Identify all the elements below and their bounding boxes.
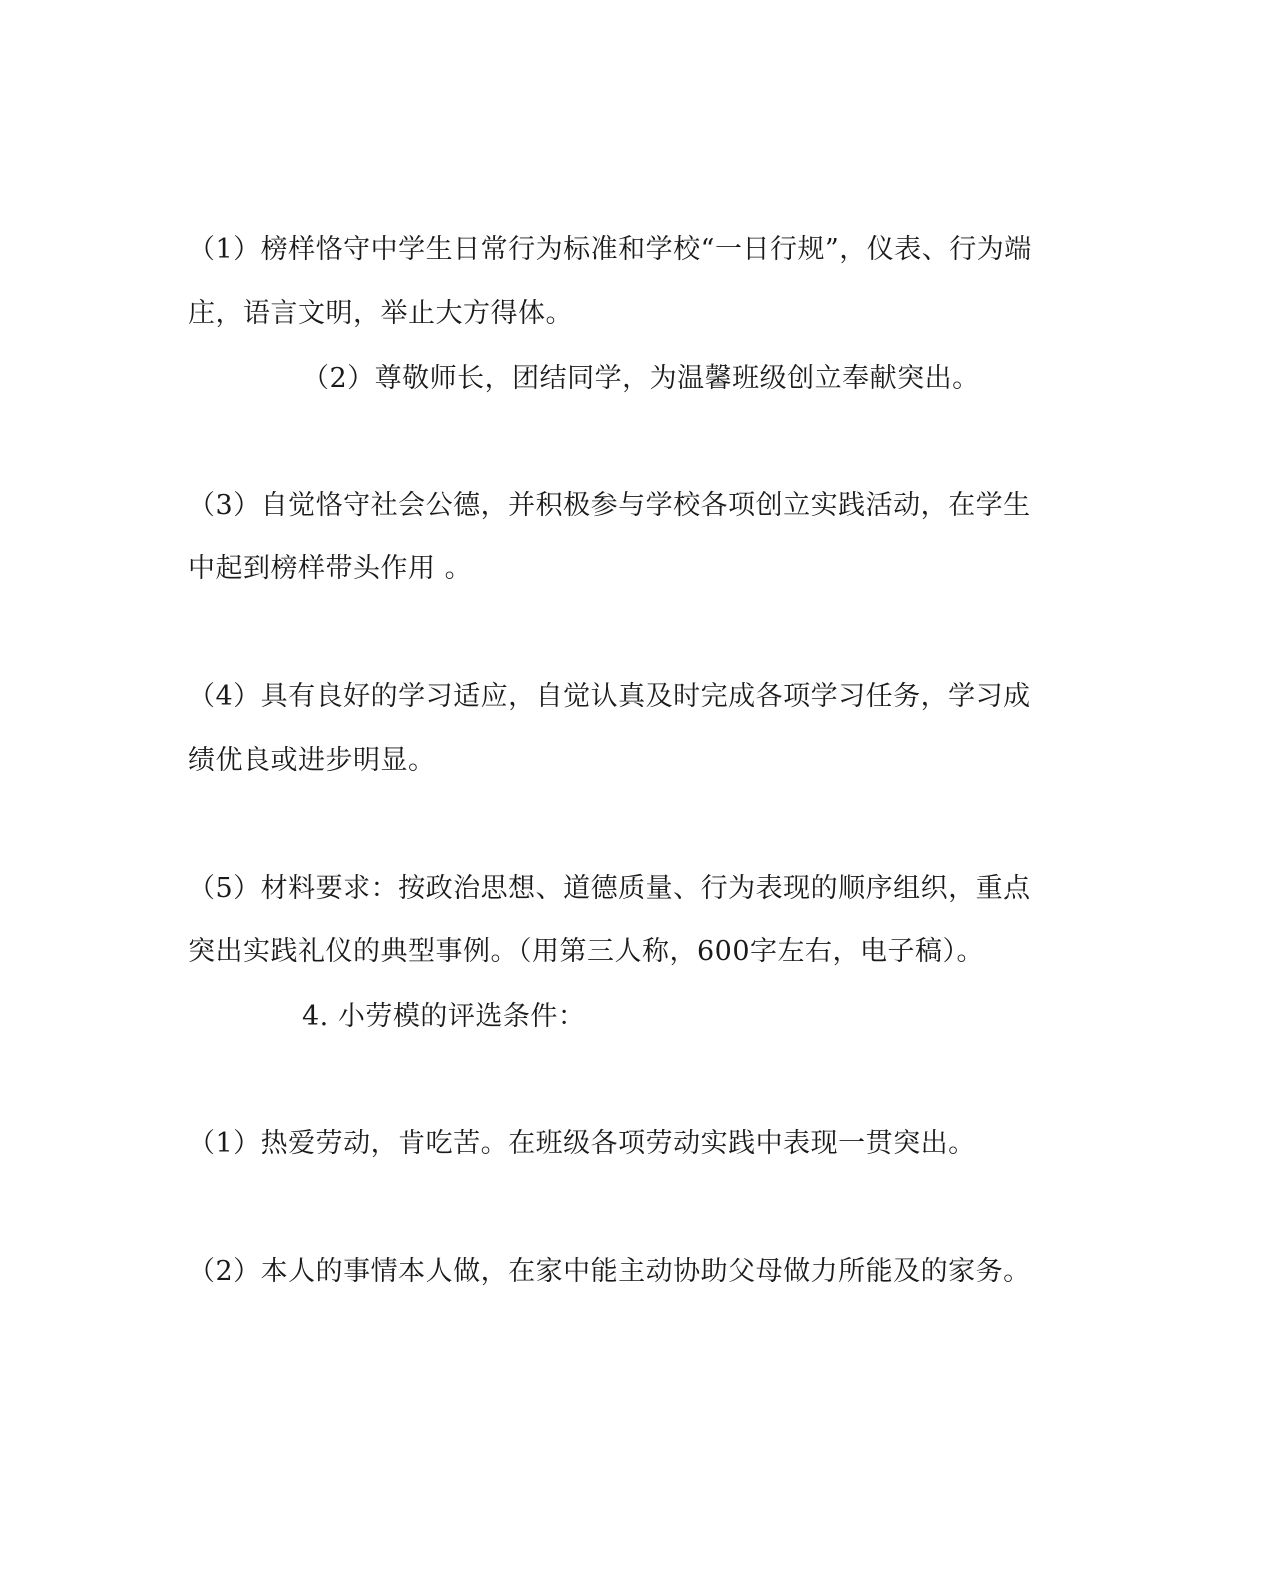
paragraph-8-line-1: （2）本人的事情本人做，在家中能主动协助父母做力所能及的家务。	[188, 1256, 1031, 1287]
paragraph-5-line-1: （5）材料要求：按政治思想、道德质量、行为表现的顺序组织，重点	[188, 873, 1031, 904]
paragraph-2-line-1: （2）尊敬师长，团结同学，为温馨班级创立奉献突出。	[302, 363, 980, 394]
paragraph-4-line-1: （4）具有良好的学习适应，自觉认真及时完成各项学习任务，学习成	[188, 681, 1031, 712]
paragraph-1-line-1: （1）榜样恪守中学生日常行为标准和学校“一日行规”，仪表、行为端	[188, 234, 1032, 265]
paragraph-4-line-2: 绩优良或进步明显。	[188, 745, 436, 776]
paragraph-3-line-2: 中起到榜样带头作用 。	[188, 553, 473, 584]
paragraph-7-line-1: （1）热爱劳动，肯吃苦。在班级各项劳动实践中表现一贯突出。	[188, 1128, 976, 1159]
paragraph-5-line-2: 突出实践礼仪的典型事例。（用第三人称，600字左右，电子稿）。	[188, 936, 985, 967]
paragraph-1-line-2: 庄，语言文明，举止大方得体。	[188, 298, 573, 329]
paragraph-3-line-1: （3）自觉恪守社会公德，并积极参与学校各项创立实践活动，在学生	[188, 490, 1031, 521]
section-heading-4: 4. 小劳模的评选条件：	[302, 1001, 586, 1032]
